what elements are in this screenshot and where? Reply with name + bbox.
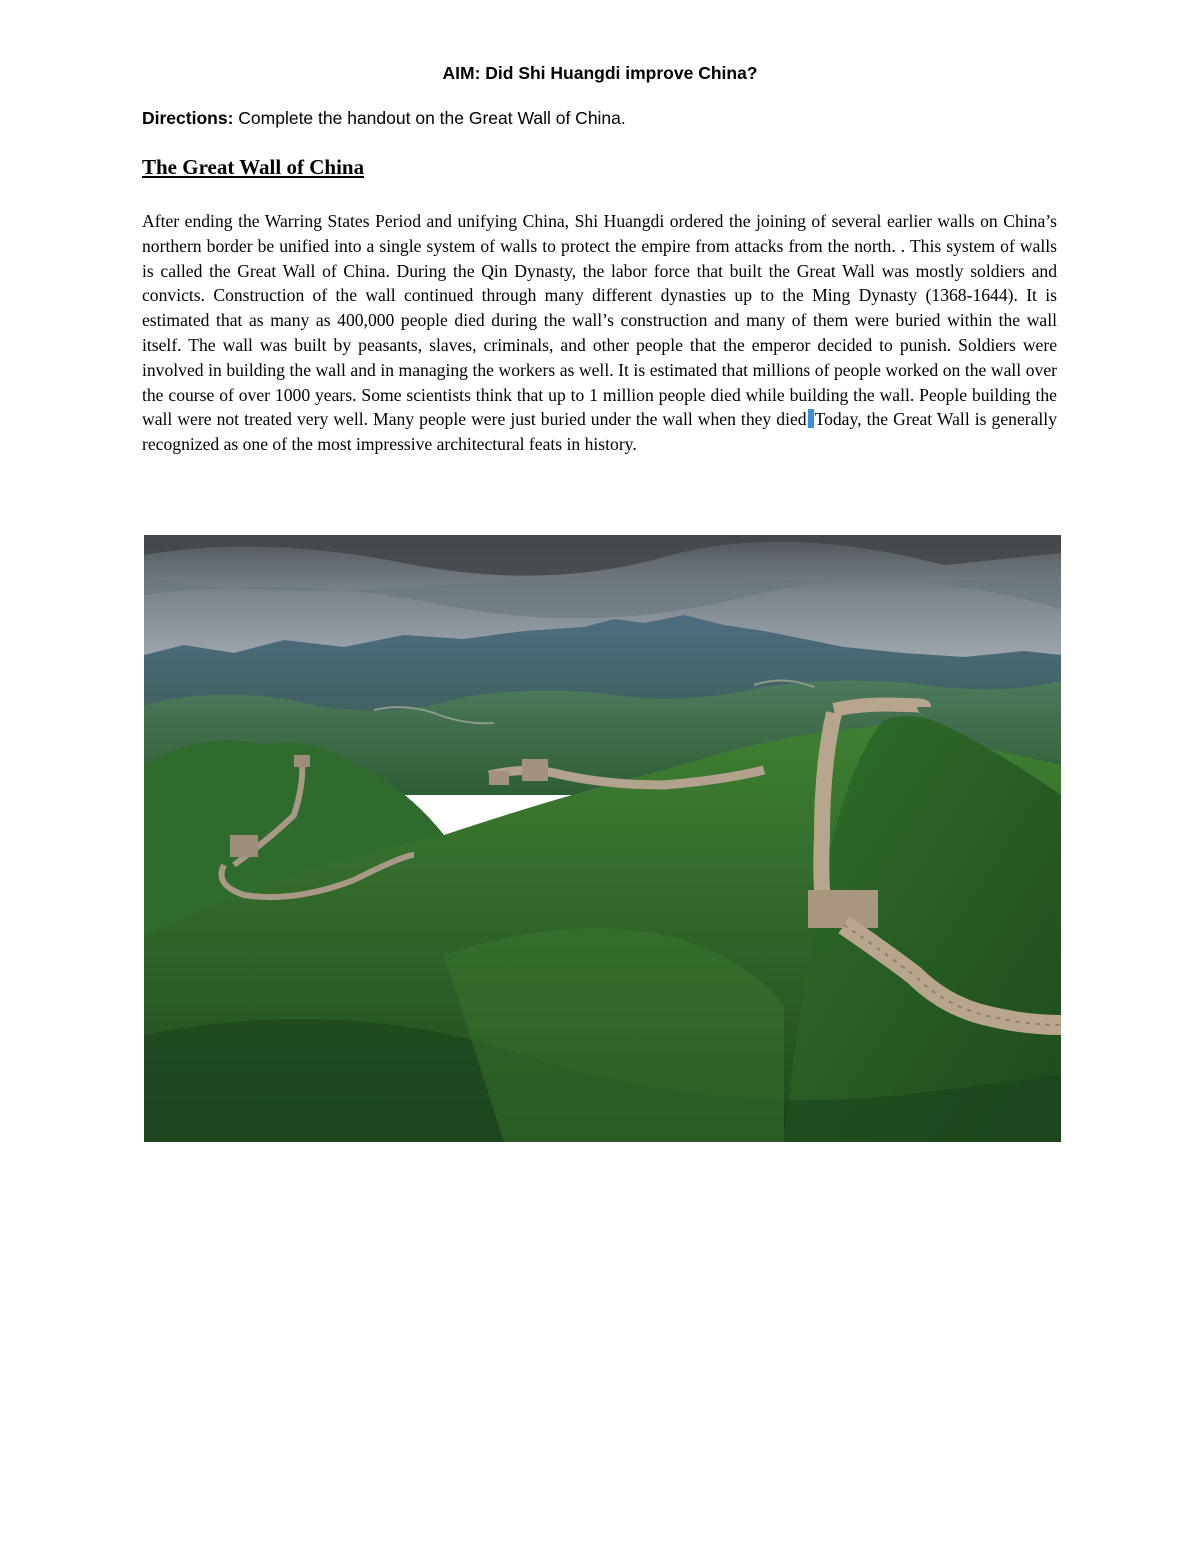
body-paragraph[interactable] bbox=[142, 209, 1057, 457]
directions-label: Directions: bbox=[142, 108, 234, 128]
text-cursor bbox=[808, 409, 814, 428]
section-title: The Great Wall of China bbox=[142, 155, 365, 179]
directions-line bbox=[142, 108, 626, 129]
paragraph-text-part-2: Today, the Great Wall is generally recognized as one of the most impressive architectural feats in history. bbox=[142, 409, 1057, 455]
aim-heading: AIM: Did Shi Huangdi improve China? bbox=[442, 63, 758, 83]
directions-text: Complete the handout on the Great Wall of China. bbox=[233, 108, 626, 128]
paragraph-text-part-1: After ending the Warring States Period and unifying China, Shi Huangdi ordered the joining of several earlier walls on China’s northern border be unified into a single system of walls to protect the empire from attacks from the north. . This system of walls is called the Great Wall of China. During the Qin Dynasty, the labor force that built the Great Wall was mostly soldiers and convicts. Construction of the wall continued through many different dynasties up to the Ming Dynasty (1368-1644). It is estimated that as many as 400,000 people died during the wall’s construction and many of them were buried within the wall itself. The wall was built by peasants, slaves, criminals, and other people that the emperor decided to punish. Soldiers were involved in building the wall and in managing the workers as well. It is estimated that millions of people worked on the wall over the course of over 1000 years. Some scientists think that up to 1 million people died while building the wall. People building the wall were not treated very well. Many people were just buried under the wall when they died bbox=[142, 211, 1057, 430]
great-wall-photo bbox=[144, 535, 1061, 1142]
